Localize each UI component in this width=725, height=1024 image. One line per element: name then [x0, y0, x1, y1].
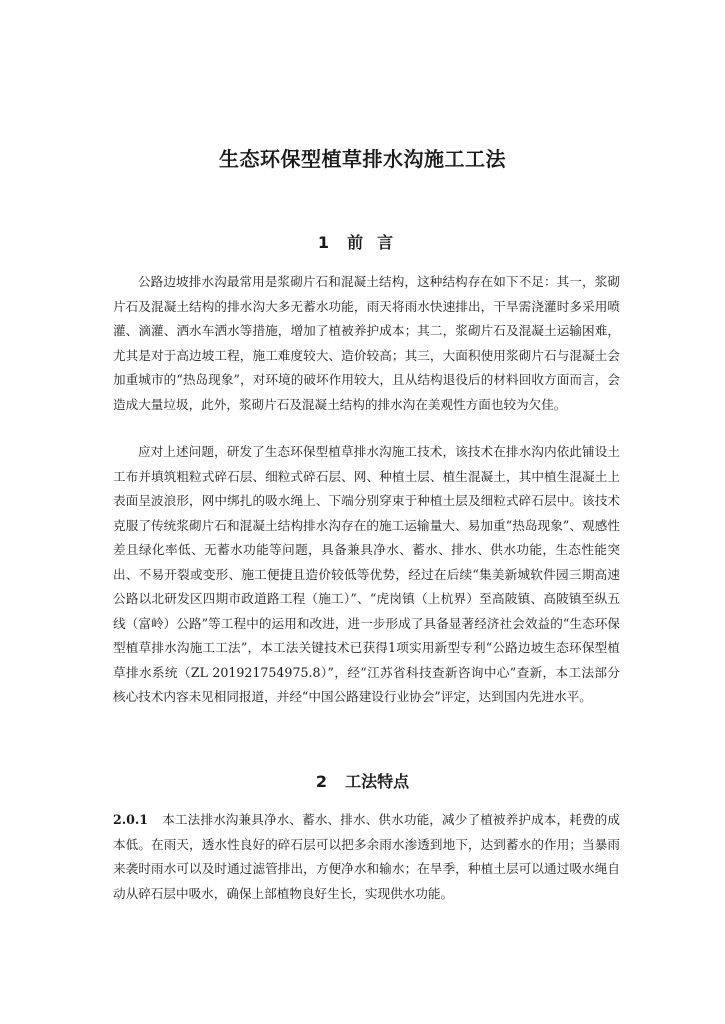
preface-paragraph-2: 应对上述问题，研发了生态环保型植草排水沟施工技术，该技术在排水沟内依此铺设土工布并填筑粗粒式碎石层、细粒式碎石层、网、种植土层、植生混凝土，其中植生混凝土上表面呈波浪形，网中绑扎的吸水绳上、下端分别穿束于种植土层及细粒式碎石层中。该技术克服了传统浆砌片石和混凝土结构排水沟存在的施工运输量大、易加重“热岛现象”、观感性差且绿化率低、无蓄水功能等问题，具备兼具净水、蓄水、排水、供水功能，生态性能突出、不易开裂或变形、施工便捷且造价较低等优势，经过在后续“集美新城软件园三期高速公路以北研发区四期市政道路工程（施工）”、“虎岗镇（上杭界）至高陂镇、高陂镇至纵五线（富岭）公路”等工程中的运用和改进，进一步形成了具备显著经济社会效益的“生态环保型植草排水沟施工工法”，本工法关键技术已获得1项实用新型专利“公路边坡生态环保型植草排水系统（ZL 201921754975.8）”，经“江苏省科技查新咨询中心”查新，本工法部分核心技术内容未见相同报道，并经“中国公路建设行业协会”评定，达到国内先进水平。 — [113, 444, 620, 704]
section-title: 工法特点 — [345, 772, 410, 791]
feature-item-2-0-1 — [113, 808, 620, 906]
section-number: 1 — [317, 233, 330, 252]
clause-number: 2.0.1 — [113, 812, 149, 827]
section-heading-preface — [0, 230, 725, 253]
section-title: 前言 — [347, 233, 408, 252]
preface-paragraph-1: 公路边坡排水沟最常用是浆砌片石和混凝土结构，这种结构存在如下不足：其一，浆砌片石及混凝土结构的排水沟大多无蓄水功能，雨天将雨水快速排出，干旱需浇灌时多采用喷灌、滴灌、洒水车洒水等措施，增加了植被养护成本；其二，浆砌片石及混凝土运输困难，尤其是对于高边坡工程，施工难度较大、造价较高；其三，大面积使用浆砌片石与混凝土会加重城市的“热岛现象”，对环境的破坏作用较大，且从结构退役后的材料回收方面而言，会造成大量垃圾，此外，浆砌片石及混凝土结构的排水沟在美观性方面也较为欠佳。 — [113, 274, 620, 412]
clause-text: 本工法排水沟兼具净水、蓄水、排水、供水功能，减少了植被养护成本，耗费的成本低。在雨天，透水性良好的碎石层可以把多余雨水渗透到地下，达到蓄水的作用；当暴雨来袭时雨水可以及时通过滤管排出，方便净水和输水；在旱季，种植土层可以通过吸水绳自动从碎石层中吸水，确保上部植物良好生长，实现供水功能。 — [113, 812, 620, 901]
section-heading-features — [0, 769, 725, 792]
document-title: 生态环保型植草排水沟施工工法 — [219, 147, 506, 171]
section-number: 2 — [315, 772, 328, 791]
